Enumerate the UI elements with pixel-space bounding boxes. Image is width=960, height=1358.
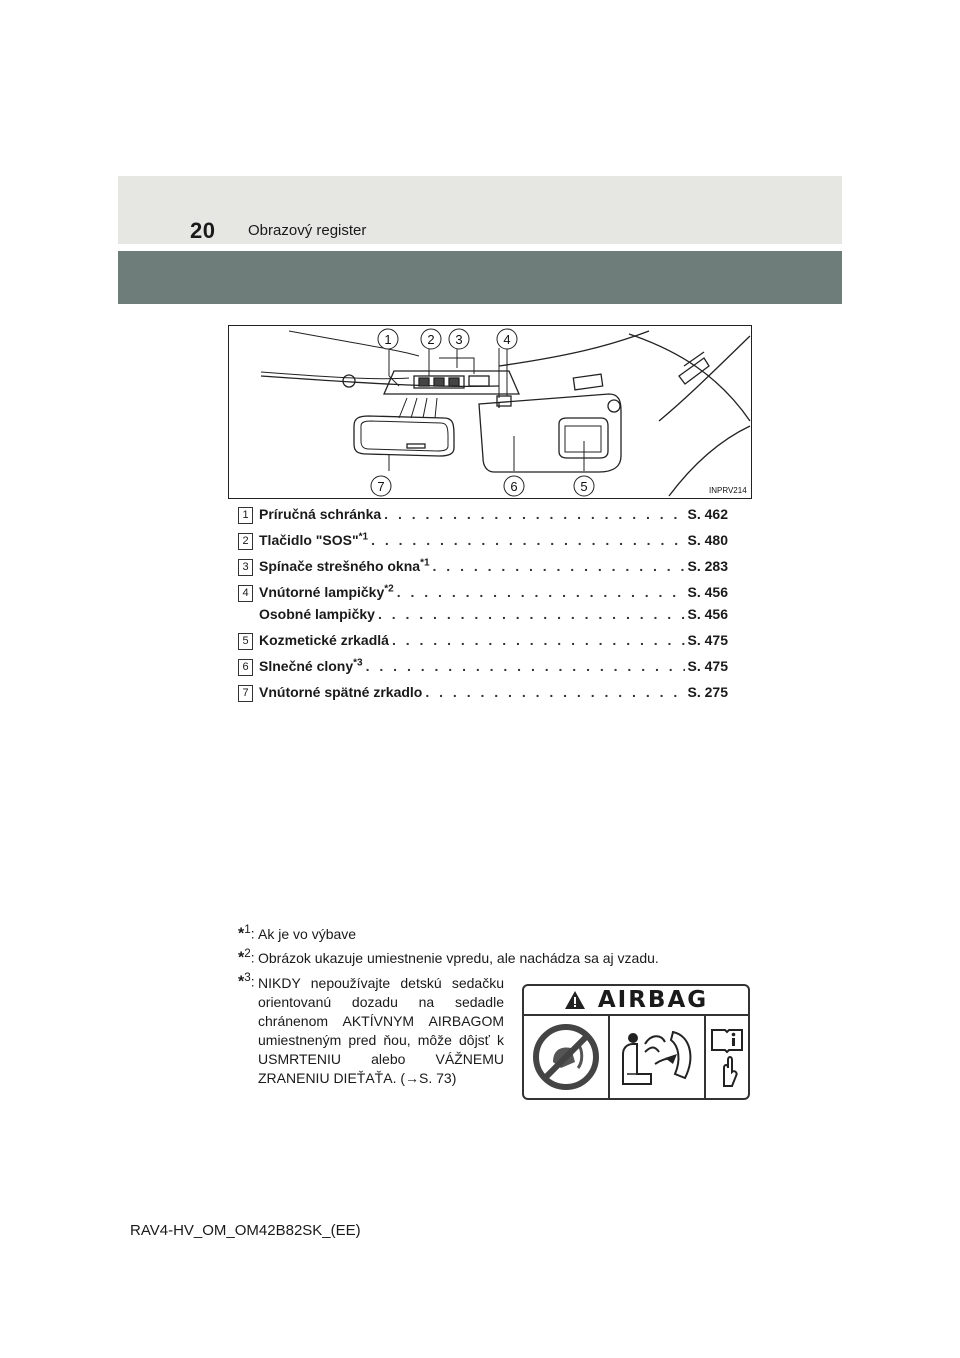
- item-list: [238, 506, 728, 710]
- callout-2: 2: [427, 332, 435, 347]
- list-item: [238, 684, 728, 710]
- list-item: [238, 532, 728, 558]
- item-footnote-ref: *2: [384, 583, 394, 595]
- item-label: Kozmetické zrkadlá: [259, 632, 389, 648]
- item-number: 4: [238, 585, 253, 602]
- item-number: 5: [238, 633, 253, 650]
- list-item: [238, 584, 728, 606]
- list-item: [238, 606, 728, 632]
- item-footnote-ref: *1: [358, 531, 369, 543]
- item-label: Vnútorné lampičky: [259, 584, 385, 600]
- callout-4: 4: [503, 332, 511, 347]
- document-code: RAV4-HV_OM_OM42B82SK_(EE): [130, 1222, 361, 1239]
- item-label: Príručná schránka: [259, 506, 382, 522]
- list-item: [238, 632, 728, 658]
- callout-6: 6: [510, 479, 518, 494]
- no-rear-facing-seat-icon: [524, 1016, 610, 1098]
- item-number: 3: [238, 559, 253, 576]
- item-label: Vnútorné spätné zrkadlo: [259, 684, 423, 700]
- item-page: S. 475: [687, 632, 728, 648]
- item-page: S. 480: [687, 532, 728, 548]
- airbag-deploy-icon: [610, 1016, 706, 1098]
- item-label: Spínače strešného okna: [259, 558, 421, 574]
- item-page: S. 456: [687, 584, 728, 600]
- footnote-text: NIKDY nepoužívajte detskú sedačku orientovanú dozadu na sedadle chránenom AKTÍVNYM AIRBAGOM umiestneným pred ňou, môže dôjsť k USMRTENIU alebo VÁŽNEMU ZRANENIU DIEŤAŤA. (→S. 73): [258, 975, 504, 1086]
- item-label: Tlačidlo "SOS": [259, 532, 359, 548]
- footnote: *$^3$: NIKDY nepoužívajte detskú sedačku orientovanú dozadu na sedadle chránenom AKTÍVNYM AIRBAGOM umiestneným pred ňou, môže dôjsť k USMRTENIU alebo VÁŽNEMU ZRANENIU DIEŤAŤA. (→S. 73): [238, 971, 504, 1086]
- footnote-text: Ak je vo výbave: [258, 926, 357, 942]
- airbag-title: AIRBAG: [597, 987, 709, 1013]
- item-number: 2: [238, 533, 253, 550]
- read-manual-icon: [706, 1016, 748, 1098]
- list-item: [238, 558, 728, 584]
- airbag-warning-label: [522, 984, 750, 1100]
- item-number: 7: [238, 685, 253, 702]
- overhead-illustration: [228, 325, 752, 499]
- item-footnote-ref: *3: [353, 657, 363, 669]
- item-page: S. 283: [687, 558, 728, 574]
- footnote: *$^2$: Obrázok ukazuje umiestnenie vpredu, ale nachádza sa aj vzadu.: [238, 950, 758, 966]
- item-page: S. 275: [687, 684, 728, 700]
- item-page: S. 475: [687, 658, 728, 674]
- callout-1: 1: [384, 332, 392, 347]
- callout-3: 3: [455, 332, 463, 347]
- page-number: 20: [190, 218, 216, 243]
- callout-5: 5: [580, 479, 588, 494]
- footnote: *$^1$: Ak je vo výbave: [238, 926, 758, 942]
- footnote-text: Obrázok ukazuje umiestnenie vpredu, ale nachádza sa aj vzadu.: [258, 950, 659, 966]
- item-label: Osobné lampičky: [259, 606, 375, 622]
- callout-7: 7: [377, 479, 385, 494]
- title-band: [118, 251, 842, 304]
- windshield-edge: [261, 376, 499, 386]
- item-page: S. 462: [687, 506, 728, 522]
- item-page: S. 456: [687, 606, 728, 622]
- item-number: 6: [238, 659, 253, 676]
- item-number: 1: [238, 507, 253, 524]
- figure-code: INPRV214: [709, 486, 747, 495]
- list-item: [238, 658, 728, 684]
- list-item: [238, 506, 728, 532]
- section-title: Obrazový register: [248, 222, 367, 239]
- item-label: Slnečné clony: [259, 658, 354, 674]
- header-band: [118, 176, 842, 244]
- item-footnote-ref: *1: [420, 557, 430, 569]
- warning-triangle-icon: [564, 990, 586, 1010]
